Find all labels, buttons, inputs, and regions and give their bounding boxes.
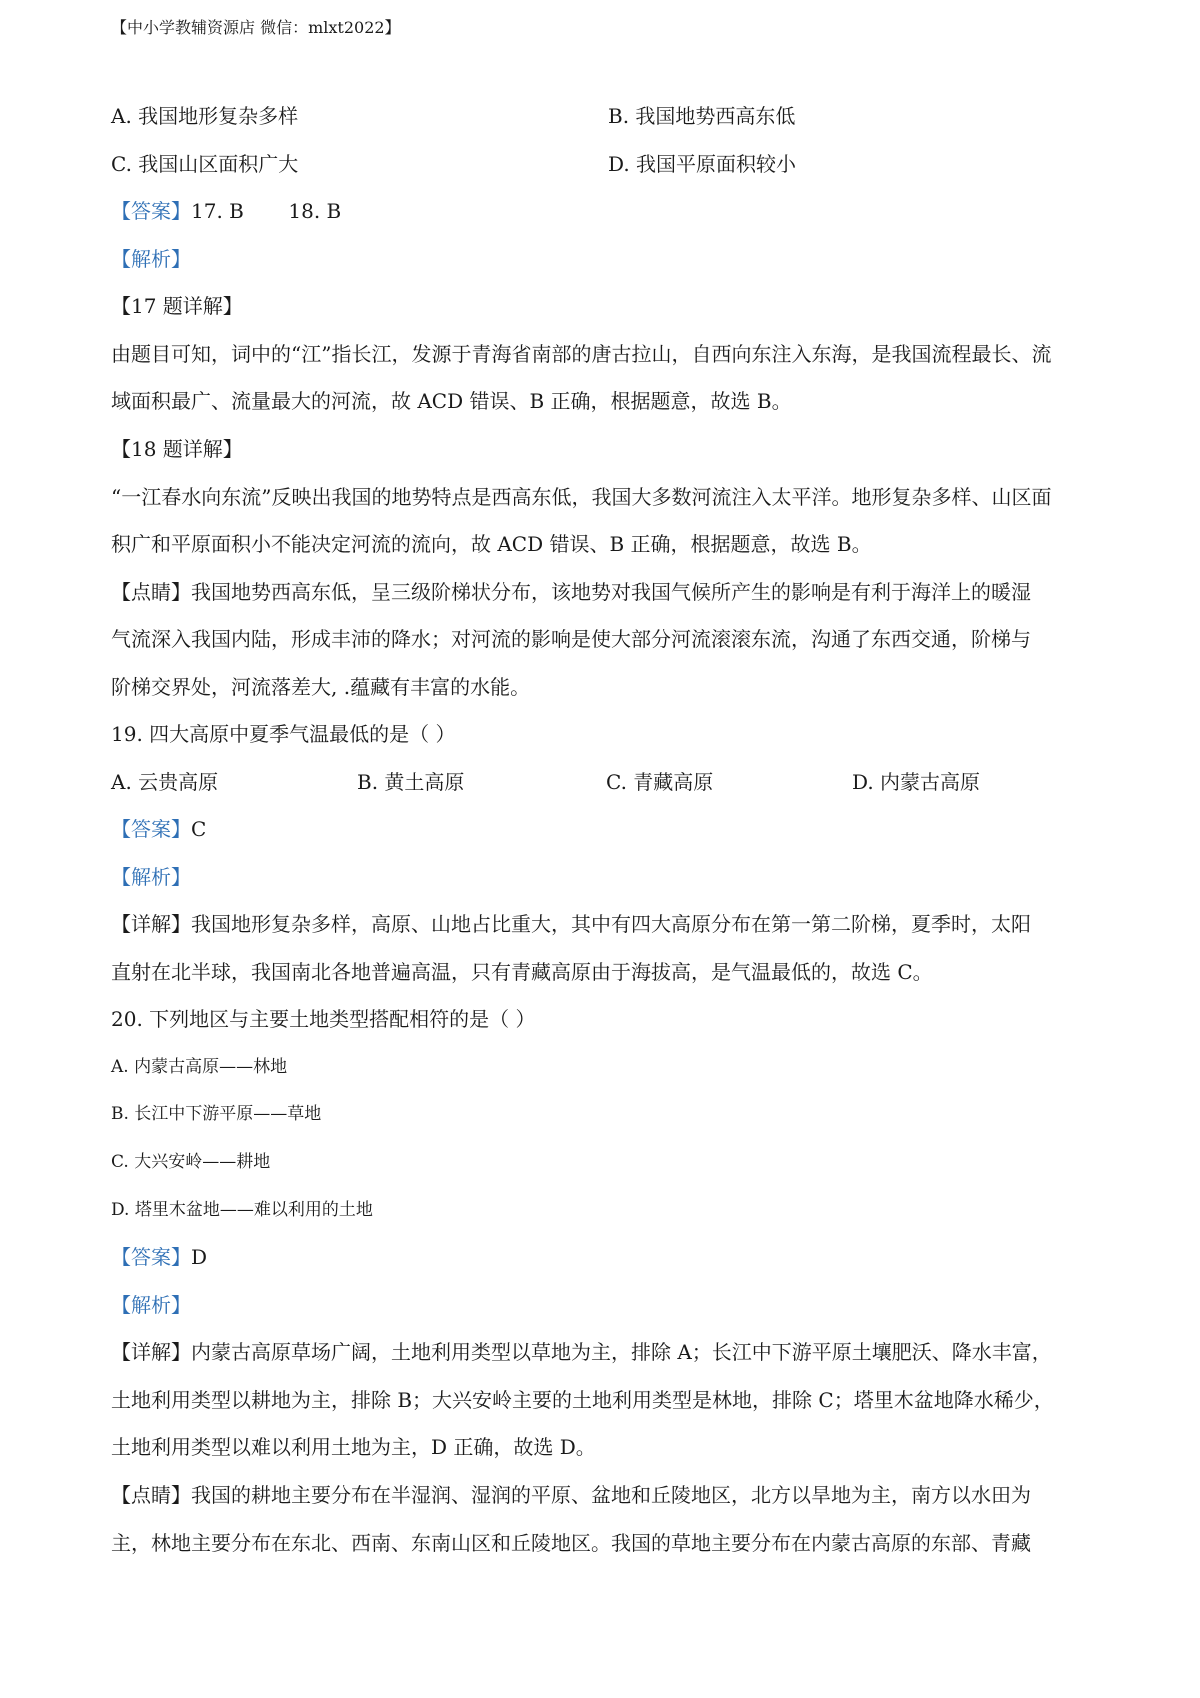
- detail-text: 我国地形复杂多样，高原、山地占比重大，其中有四大高原分布在第一第二阶梯，夏季时，太阳: [191, 912, 1031, 936]
- q19-option-d: D. 内蒙古高原: [852, 770, 981, 794]
- tip-text: 我国的耕地主要分布在半湿润、湿润的平原、盆地和丘陵地区，北方以旱地为主，南方以水田为: [191, 1483, 1031, 1507]
- q19-option-b: B. 黄土高原: [357, 770, 465, 794]
- q20-tip-line: 主，林地主要分布在东北、西南、东南山区和丘陵地区。我国的草地主要分布在内蒙古高原的东部、青藏: [111, 1531, 1031, 1555]
- q20-option-c: C. 大兴安岭——耕地: [111, 1152, 271, 1172]
- q20-option-d: D. 塔里木盆地——难以利用的土地: [111, 1200, 373, 1220]
- q19-detail-line: [111, 910, 1031, 938]
- page-header: 【中小学教辅资源店 微信：mlxt2022】: [111, 18, 401, 37]
- q20-analysis-tag: 【解析】: [111, 1293, 191, 1317]
- option-d: D. 我国平原面积较小: [608, 152, 797, 176]
- q20-stem: 20. 下列地区与主要土地类型搭配相符的是（ ）: [111, 1007, 536, 1031]
- analysis-tag: 【解析】: [111, 247, 191, 271]
- detail-tag: 【详解】: [111, 912, 191, 936]
- q20-answer: [111, 1243, 207, 1271]
- q19-analysis-tag: 【解析】: [111, 865, 191, 889]
- q17-detail-line: 域面积最广、流量最大的河流，故 ACD 错误、B 正确，根据题意，故选 B。: [111, 389, 792, 413]
- detail-text: 内蒙古高原草场广阔，土地利用类型以草地为主，排除 A；长江中下游平原土壤肥沃、降水丰富，: [191, 1340, 1052, 1364]
- answer-tag: 【答案】: [111, 817, 191, 841]
- q18-detail-title: 【18 题详解】: [111, 437, 243, 461]
- answer-value: C: [191, 817, 207, 841]
- tip-tag: 【点睛】: [111, 1483, 191, 1507]
- q18-detail-line: 积广和平原面积小不能决定河流的流向，故 ACD 错误、B 正确，根据题意，故选 B。: [111, 532, 872, 556]
- q19-option-c: C. 青藏高原: [606, 770, 714, 794]
- q20-tip-line: [111, 1481, 1031, 1509]
- answer-tag: 【答案】: [111, 1245, 191, 1269]
- q19-detail-line: 直射在北半球，我国南北各地普遍高温，只有青藏高原由于海拔高，是气温最低的，故选 C。: [111, 960, 933, 984]
- tip-line: 气流深入我国内陆，形成丰沛的降水；对河流的影响是使大部分河流滚滚东流，沟通了东西交通，阶梯与: [111, 627, 1031, 651]
- answer-line: [111, 197, 341, 225]
- tip-line: [111, 578, 1031, 606]
- answer-value: 17. B 18. B: [191, 199, 342, 223]
- tip-tag: 【点睛】: [111, 580, 191, 604]
- q19-answer: [111, 815, 206, 843]
- option-c: C. 我国山区面积广大: [111, 152, 299, 176]
- q20-option-b: B. 长江中下游平原——草地: [111, 1104, 322, 1124]
- tip-text: 我国地势西高东低，呈三级阶梯状分布，该地势对我国气候所产生的影响是有利于海洋上的暖湿: [191, 580, 1031, 604]
- answer-tag: 【答案】: [111, 199, 191, 223]
- q19-option-a: A. 云贵高原: [111, 770, 219, 794]
- detail-tag: 【详解】: [111, 1340, 191, 1364]
- q20-detail-line: [111, 1338, 1052, 1366]
- option-b: B. 我国地势西高东低: [608, 104, 796, 128]
- q20-option-a: A. 内蒙古高原——林地: [111, 1057, 288, 1077]
- q17-detail-line: 由题目可知，词中的“江”指长江，发源于青海省南部的唐古拉山，自西向东注入东海，是我国流程最长、流: [111, 342, 1052, 366]
- q20-detail-line: 土地利用类型以耕地为主，排除 B；大兴安岭主要的土地利用类型是林地，排除 C；塔里木盆地降水稀少，: [111, 1388, 1054, 1412]
- answer-value: D: [191, 1245, 208, 1269]
- option-a: A. 我国地形复杂多样: [111, 104, 299, 128]
- q20-detail-line: 土地利用类型以难以利用土地为主，D 正确，故选 D。: [111, 1435, 596, 1459]
- option-row: [111, 102, 298, 130]
- q19-stem: 19. 四大高原中夏季气温最低的是（ ）: [111, 722, 456, 746]
- tip-line: 阶梯交界处，河流落差大, .蕴藏有丰富的水能。: [111, 675, 531, 699]
- q18-detail-line: “一江春水向东流”反映出我国的地势特点是西高东低，我国大多数河流注入太平洋。地形复杂多样、山区面: [111, 485, 1052, 509]
- q17-detail-title: 【17 题详解】: [111, 294, 243, 318]
